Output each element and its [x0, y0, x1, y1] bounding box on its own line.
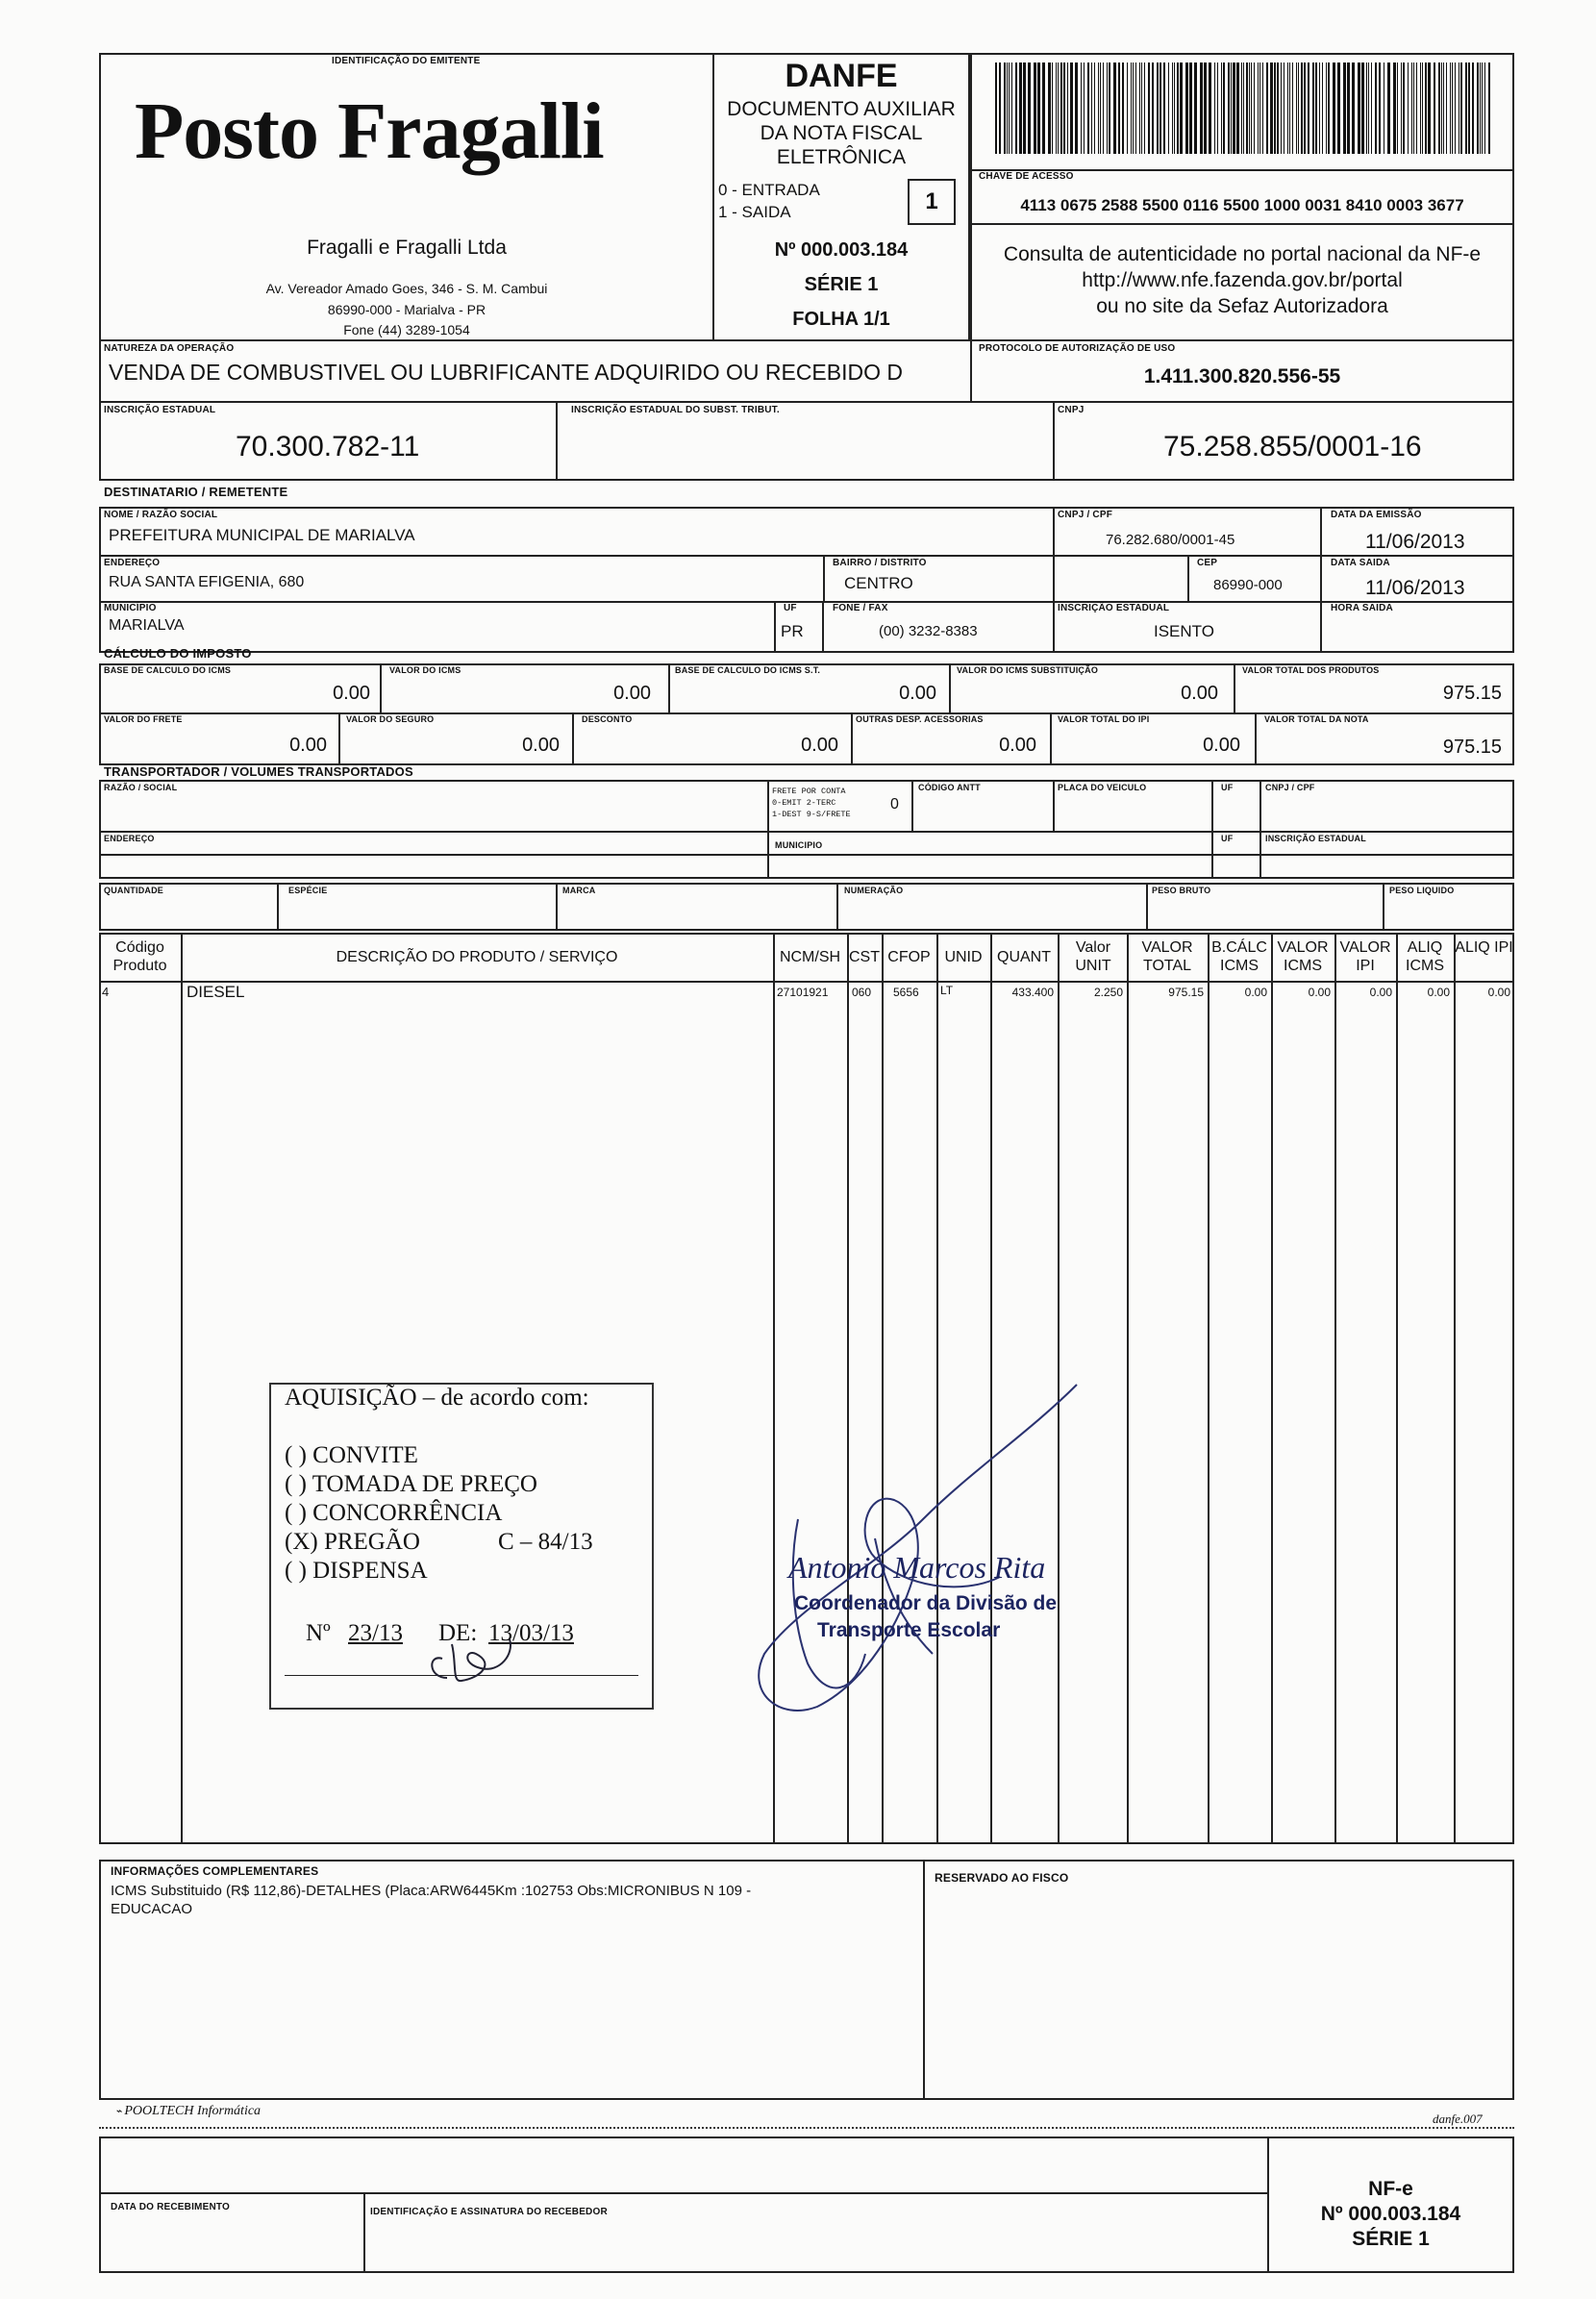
barcode-bar: [1042, 62, 1045, 154]
barcode-bar: [1274, 62, 1276, 154]
v-icms-value: 0.00: [613, 683, 651, 704]
barcode-bar: [1004, 62, 1006, 154]
danfe-saida: 1 - SAIDA: [718, 203, 791, 221]
v-prod-label: VALOR TOTAL DOS PRODUTOS: [1242, 665, 1380, 675]
barcode-bar: [1236, 62, 1239, 154]
cut-line: [99, 2127, 1514, 2129]
barcode-bar: [1174, 62, 1175, 154]
barcode-bar: [1422, 62, 1423, 154]
placa-label: PLACA DO VEICULO: [1058, 783, 1147, 792]
th-bc-icms: B.CÁLC ICMS: [1211, 939, 1267, 974]
prod-ncm: 27101921: [777, 986, 829, 999]
qtd-label: QUANTIDADE: [104, 886, 163, 895]
th-codigo: Código Produto: [112, 939, 167, 974]
th-valor-icms: VALOR ICMS: [1277, 939, 1329, 974]
barcode-bar: [1301, 62, 1303, 154]
barcode-bar: [1228, 62, 1230, 154]
barcode-bar: [1214, 62, 1215, 154]
table-column-divider: [1396, 933, 1398, 1844]
barcode-bar: [1393, 62, 1396, 154]
barcode-bar: [1484, 62, 1485, 154]
barcode-bar: [1289, 62, 1290, 154]
peso-bruto-label: PESO BRUTO: [1152, 886, 1211, 895]
barcode-bar: [1133, 62, 1134, 154]
barcode-bar: [1204, 62, 1207, 154]
prod-valor-total: 975.15: [1168, 986, 1204, 999]
prod-descricao: DIESEL: [187, 983, 245, 1001]
barcode-bar: [1465, 62, 1467, 154]
th-cst: CST: [849, 949, 880, 965]
barcode-bar: [1361, 62, 1364, 154]
transp-uf-label: UF: [1221, 783, 1234, 792]
danfe-subtitle-3: ELETRÔNICA: [776, 146, 907, 168]
barcode-bar: [1075, 62, 1078, 154]
barcode-bar: [1060, 62, 1062, 154]
danfe-subtitle-2: DA NOTA FISCAL: [760, 122, 923, 144]
barcode-bar: [1468, 62, 1470, 154]
barcode-bar: [1308, 62, 1309, 154]
barcode-bar: [1480, 62, 1481, 154]
dest-bairro-label: BAIRRO / DISTRITO: [833, 558, 927, 568]
danfe-title: DANFE: [785, 58, 898, 94]
barcode-bar: [1328, 62, 1330, 154]
barcode-bar: [1007, 62, 1008, 154]
barcode-bar: [1052, 62, 1053, 154]
stamp-convite: ( ) CONVITE: [285, 1442, 418, 1468]
chave-value: 4113 0675 2588 5500 0116 5500 1000 0031 8410 0003 3677: [1020, 196, 1464, 214]
barcode-bar: [1443, 62, 1444, 154]
barcode-bar: [1446, 62, 1447, 154]
barcode-bar: [1352, 62, 1355, 154]
barcode-bar: [1259, 62, 1260, 154]
form-code: danfe.007: [1433, 2112, 1483, 2126]
transp-cnpj-label: CNPJ / CPF: [1265, 783, 1315, 792]
barcode-bar: [1262, 62, 1263, 154]
ipi-value: 0.00: [1203, 735, 1240, 756]
barcode-bar: [1455, 62, 1456, 154]
barcode-bar: [1084, 62, 1085, 154]
barcode-bar: [1366, 62, 1367, 154]
barcode-bar: [1441, 62, 1442, 154]
barcode-bar: [1087, 62, 1089, 154]
signature-role-1: Coordenador da Divisão de: [794, 1592, 1058, 1614]
barcode-bar: [1397, 62, 1398, 154]
barcode-bar: [1011, 62, 1012, 154]
barcode-bar: [1304, 62, 1306, 154]
barcode-bar: [1337, 62, 1340, 154]
destinatario-section-label: DESTINATARIO / REMETENTE: [104, 485, 288, 499]
dest-uf-label: UF: [784, 603, 797, 613]
barcode-bar: [1379, 62, 1381, 154]
danfe-subtitle-1: DOCUMENTO AUXILIAR: [727, 98, 956, 120]
consulta-line-1: Consulta de autenticidade no portal nacional da NF-e: [1003, 243, 1482, 265]
barcode-bar: [1277, 62, 1279, 154]
barcode-bar: [1157, 62, 1159, 154]
dest-data-saida-label: DATA SAIDA: [1331, 558, 1390, 568]
barcode-bar: [1375, 62, 1377, 154]
barcode-bar: [1023, 62, 1026, 154]
seguro-label: VALOR DO SEGURO: [346, 714, 435, 724]
barcode-bar: [1194, 62, 1197, 154]
barcode-bar: [1358, 62, 1360, 154]
barcode-bar: [1322, 62, 1323, 154]
barcode-bar: [1296, 62, 1297, 154]
barcode-bar: [1233, 62, 1235, 154]
prod-valor-ipi: 0.00: [1369, 986, 1392, 999]
barcode-bar: [1368, 62, 1369, 154]
th-valor-unit: Valor UNIT: [1075, 939, 1111, 974]
dest-cep: 86990-000: [1213, 577, 1283, 593]
prod-valor-unit: 2.250: [1093, 986, 1123, 999]
ie-label: INSCRIÇÃO ESTADUAL: [104, 405, 216, 415]
dest-nome-label: NOME / RAZÃO SOCIAL: [104, 510, 218, 520]
consulta-url[interactable]: http://www.nfe.fazenda.gov.br/portal: [1082, 269, 1403, 291]
barcode-bar: [1251, 62, 1252, 154]
stamp-numero-label: Nº: [306, 1620, 331, 1646]
dest-data-emissao: 11/06/2013: [1365, 531, 1465, 553]
ipi-label: VALOR TOTAL DO IPI: [1058, 714, 1150, 724]
emitente-section-label: IDENTIFICAÇÃO DO EMITENTE: [332, 56, 481, 66]
prod-aliq-ipi: 0.00: [1487, 986, 1510, 999]
barcode-bar: [1472, 62, 1474, 154]
barcode-bar: [1070, 62, 1073, 154]
outras-label: OUTRAS DESP. ACESSORIAS: [856, 714, 984, 724]
barcode-bar: [1292, 62, 1293, 154]
transp-endereco-label: ENDEREÇO: [104, 834, 155, 843]
barcode-bar: [1122, 62, 1124, 154]
dest-endereco-label: ENDEREÇO: [104, 558, 161, 568]
barcode-bar: [1343, 62, 1346, 154]
signature-name: Antonio Marcos Rita: [788, 1550, 1046, 1585]
dest-cep-label: CEP: [1197, 558, 1218, 568]
stamp-pregao-code: C – 84/13: [498, 1529, 593, 1555]
barcode-bar: [1141, 62, 1142, 154]
barcode-bar: [1425, 62, 1427, 154]
barcode-bar: [1180, 62, 1183, 154]
prod-cst: 060: [852, 986, 872, 999]
desconto-label: DESCONTO: [582, 714, 633, 724]
barcode-bar: [1172, 62, 1173, 154]
barcode-bar: [1103, 62, 1104, 154]
especie-label: ESPÉCIE: [288, 886, 328, 895]
cnpj-value: 75.258.855/0001-16: [1163, 431, 1422, 462]
th-valor-ipi: VALOR IPI: [1339, 939, 1391, 974]
danfe-tipo: 1: [908, 179, 956, 225]
danfe-folha: FOLHA 1/1: [792, 309, 890, 330]
fisco-label: RESERVADO AO FISCO: [935, 1871, 1069, 1885]
dest-data-saida: 11/06/2013: [1365, 577, 1465, 599]
barcode-bar: [1185, 62, 1188, 154]
barcode-bar: [1163, 62, 1165, 154]
prod-unid: LT: [940, 984, 954, 997]
barcode-bar: [1135, 62, 1136, 154]
frete-value: 0.00: [289, 735, 327, 756]
stamp-de-value: 13/03/13: [488, 1620, 574, 1646]
barcode-bar: [1019, 62, 1022, 154]
transp-ie-label: INSCRIÇÃO ESTADUAL: [1265, 834, 1366, 843]
initials-scribble-icon: [423, 1625, 529, 1692]
info-label: INFORMAÇÕES COMPLEMENTARES: [111, 1864, 319, 1878]
barcode-bar: [1131, 62, 1132, 154]
barcode-bar: [1401, 62, 1402, 154]
v-icms-label: VALOR DO ICMS: [389, 665, 461, 675]
bc-icms-label: BASE DE CALCULO DO ICMS: [104, 665, 232, 675]
danfe-entrada: 0 - ENTRADA: [718, 181, 820, 199]
barcode-bar: [1139, 62, 1140, 154]
protocolo-value: 1.411.300.820.556-55: [1143, 365, 1341, 387]
natureza-value: VENDA DE COMBUSTIVEL OU LUBRIFICANTE ADQUIRIDO OU RECEBIDO D: [109, 360, 904, 385]
chave-label: CHAVE DE ACESSO: [979, 171, 1074, 182]
barcode-bar: [1028, 62, 1031, 154]
barcode-bar: [995, 62, 997, 154]
barcode-bar: [1241, 62, 1242, 154]
natureza-label: NATUREZA DA OPERAÇÃO: [104, 343, 235, 354]
barcode-bar: [1315, 62, 1317, 154]
barcode-bar: [1056, 62, 1057, 154]
stamp-dispensa: ( ) DISPENSA: [285, 1558, 428, 1584]
outras-value: 0.00: [999, 735, 1036, 756]
barcode-bar: [1100, 62, 1101, 154]
barcode-bar: [1127, 62, 1128, 154]
table-column-divider: [1454, 933, 1456, 1844]
v-nota-value: 975.15: [1442, 737, 1502, 758]
dest-ie: ISENTO: [1154, 622, 1214, 640]
barcode-bar: [1249, 62, 1250, 154]
barcode-bar: [1109, 62, 1110, 154]
stamp-tomada: ( ) TOMADA DE PREÇO: [285, 1471, 537, 1497]
transp-uf2-label: UF: [1221, 834, 1234, 843]
cnpj-label: CNPJ: [1058, 405, 1085, 415]
barcode-bar: [1413, 62, 1414, 154]
barcode-bar: [1371, 62, 1372, 154]
canhoto-nfe: NF-e: [1368, 2178, 1413, 2200]
barcode-bar: [1148, 62, 1150, 154]
signature-role-2: Transporte Escolar: [817, 1619, 1001, 1641]
barcode-bar: [1333, 62, 1335, 154]
barcode-bar: [1107, 62, 1108, 154]
table-column-divider: [181, 933, 183, 1844]
protocolo-label: PROTOCOLO DE AUTORIZAÇÃO DE USO: [979, 343, 1176, 354]
barcode-bar: [1152, 62, 1154, 154]
barcode-bar: [1177, 62, 1179, 154]
danfe-numero: Nº 000.003.184: [774, 239, 909, 261]
barcode-bar: [1477, 62, 1479, 154]
table-column-divider: [1208, 933, 1209, 1844]
barcode-bar: [1452, 62, 1453, 154]
bc-icms-value: 0.00: [333, 683, 370, 704]
emitente-endereco: Av. Vereador Amado Goes, 346 - S. M. Cambui: [265, 281, 548, 296]
consulta-line-3: ou no site da Sefaz Autorizadora: [1096, 295, 1388, 317]
table-column-divider: [1334, 933, 1336, 1844]
barcode-bar: [1326, 62, 1327, 154]
stamp-concorrencia: ( ) CONCORRÊNCIA: [285, 1500, 503, 1526]
desconto-value: 0.00: [801, 735, 838, 756]
barcode-bar: [1015, 62, 1017, 154]
barcode-bar: [1319, 62, 1320, 154]
barcode-bar: [1416, 62, 1417, 154]
frete-conta-label-2: 0-EMIT 2-TERC: [772, 798, 836, 808]
barcode-bar: [1246, 62, 1248, 154]
dest-nome: PREFEITURA MUNICIPAL DE MARIALVA: [109, 526, 415, 544]
barcode-bar: [1428, 62, 1431, 154]
table-column-divider: [1127, 933, 1129, 1844]
dest-fone-label: FONE / FAX: [833, 603, 888, 613]
canhoto-serie: SÉRIE 1: [1352, 2228, 1430, 2250]
peso-liquido-label: PESO LIQUIDO: [1389, 886, 1455, 895]
barcode-bar: [1058, 62, 1059, 154]
barcode-bar: [1488, 62, 1490, 154]
transp-razao-label: RAZÃO / SOCIAL: [104, 783, 178, 792]
barcode-icon: [995, 62, 1495, 154]
stamp-title: AQUISIÇÃO – de acordo com:: [285, 1385, 589, 1411]
dest-fone: (00) 3232-8383: [879, 623, 978, 639]
barcode-bar: [1063, 62, 1065, 154]
iest-label: INSCRIÇÃO ESTADUAL DO SUBST. TRIBUT.: [571, 405, 780, 415]
barcode-bar: [1113, 62, 1116, 154]
barcode-bar: [1189, 62, 1192, 154]
dest-cnpj-label: CNPJ / CPF: [1058, 510, 1113, 520]
th-quant: QUANT: [997, 949, 1051, 965]
barcode-bar: [1209, 62, 1211, 154]
barcode-bar: [1094, 62, 1095, 154]
barcode-bar: [1200, 62, 1203, 154]
barcode-bar: [1411, 62, 1412, 154]
prod-bc-icms: 0.00: [1244, 986, 1267, 999]
barcode-bar: [1312, 62, 1314, 154]
barcode-bar: [1221, 62, 1222, 154]
dest-uf: PR: [781, 622, 804, 640]
barcode-bar: [1270, 62, 1273, 154]
prod-cfop: 5656: [893, 986, 919, 999]
dest-ie-label: INSCRIÇÃO ESTADUAL: [1058, 603, 1170, 613]
frete-conta-value: 0: [890, 796, 899, 812]
barcode-bar: [1231, 62, 1232, 154]
barcode-bar: [1298, 62, 1299, 154]
stamp-de-label: DE:: [438, 1620, 478, 1646]
barcode-bar: [1091, 62, 1092, 154]
transp-municipio-label: MUNICIPIO: [775, 840, 823, 850]
th-aliq-icms: ALIQ ICMS: [1406, 939, 1444, 974]
barcode-bar: [1144, 62, 1145, 154]
danfe-serie: SÉRIE 1: [804, 274, 879, 295]
barcode-bar: [1434, 62, 1435, 154]
assinatura-label: IDENTIFICAÇÃO E ASSINATURA DO RECEBEDOR: [370, 2207, 608, 2217]
emitente-cep-cidade: 86990-000 - Marialva - PR: [327, 302, 486, 317]
barcode-bar: [1258, 62, 1259, 154]
barcode-bar: [1387, 62, 1390, 154]
software-credit: ⌁ POOLTECH Informática: [115, 2104, 262, 2118]
prod-valor-icms: 0.00: [1308, 986, 1331, 999]
info-text-2: EDUCACAO: [111, 1901, 193, 1917]
v-nota-label: VALOR TOTAL DA NOTA: [1264, 714, 1369, 724]
dest-municipio: MARIALVA: [109, 617, 185, 634]
barcode-bar: [1281, 62, 1282, 154]
barcode-bar: [1223, 62, 1225, 154]
frete-label: VALOR DO FRETE: [104, 714, 183, 724]
barcode-bar: [1048, 62, 1051, 154]
barcode-bar: [1168, 62, 1169, 154]
marca-label: MARCA: [562, 886, 596, 895]
dest-bairro: CENTRO: [844, 574, 913, 592]
th-descricao: DESCRIÇÃO DO PRODUTO / SERVIÇO: [336, 949, 618, 965]
info-text-1: ICMS Substituido (R$ 112,86)-DETALHES (Placa:ARW6445Km :102753 Obs:MICRONIBUS N 109 -: [111, 1883, 752, 1899]
barcode-bar: [1460, 62, 1462, 154]
barcode-bar: [1482, 62, 1483, 154]
barcode-bar: [1254, 62, 1255, 154]
emitente-logo: Posto Fragalli: [135, 87, 604, 176]
emitente-fone: Fone (44) 3289-1054: [343, 322, 470, 337]
canhoto-numero: Nº 000.003.184: [1320, 2203, 1461, 2225]
barcode-bar: [1408, 62, 1409, 154]
barcode-bar: [1067, 62, 1068, 154]
th-valor-total: VALOR TOTAL: [1141, 939, 1193, 974]
imposto-section-label: CÁLCULO DO IMPOSTO: [104, 646, 252, 661]
dest-endereco: RUA SANTA EFIGENIA, 680: [109, 574, 305, 590]
dest-municipio-label: MUNICÍPIO: [104, 603, 157, 613]
barcode-bar: [1098, 62, 1099, 154]
v-st-value: 0.00: [1181, 683, 1218, 704]
stamp-pregao: (X) PREGÃO: [285, 1529, 420, 1555]
prod-codigo: 4: [102, 985, 110, 999]
seguro-value: 0.00: [522, 735, 560, 756]
barcode-bar: [999, 62, 1001, 154]
th-cfop: CFOP: [887, 949, 931, 965]
prod-quant: 433.400: [1011, 986, 1054, 999]
transporte-section-label: TRANSPORTADOR / VOLUMES TRANSPORTADOS: [104, 764, 413, 779]
stamp-numero-value: 23/13: [348, 1620, 403, 1646]
table-column-divider: [1271, 933, 1273, 1844]
barcode-bar: [1009, 62, 1010, 154]
barcode-bar: [1081, 62, 1082, 154]
antt-label: CÓDIGO ANTT: [918, 783, 981, 792]
software-logo-icon: ⌁: [115, 2106, 125, 2117]
numeracao-label: NUMERAÇÃO: [844, 886, 904, 895]
barcode-bar: [1037, 62, 1040, 154]
barcode-bar: [1420, 62, 1421, 154]
ie-value: 70.300.782-11: [236, 431, 420, 462]
frete-conta-label-3: 1-DEST 9-S/FRETE: [772, 810, 851, 819]
bc-st-value: 0.00: [899, 683, 936, 704]
th-unid: UNID: [944, 949, 983, 965]
bc-st-label: BASE DE CALCULO DO ICMS S.T.: [675, 665, 821, 675]
barcode-bar: [1403, 62, 1405, 154]
v-prod-value: 975.15: [1442, 683, 1502, 704]
th-aliq-ipi: ALIQ IPI: [1455, 939, 1513, 956]
recebimento-label: DATA DO RECEBIMENTO: [111, 2202, 230, 2212]
barcode-bar: [1266, 62, 1268, 154]
barcode-bar: [1217, 62, 1218, 154]
dest-cnpj: 76.282.680/0001-45: [1106, 532, 1235, 548]
barcode-bar: [1034, 62, 1036, 154]
th-ncm: NCM/SH: [779, 949, 841, 965]
barcode-bar: [1450, 62, 1451, 154]
barcode-bar: [1347, 62, 1350, 154]
prod-aliq-icms: 0.00: [1427, 986, 1450, 999]
dest-data-emissao-label: DATA DA EMISSÃO: [1331, 510, 1422, 520]
barcode-bar: [1287, 62, 1288, 154]
barcode-bar: [1243, 62, 1244, 154]
dest-hora-saida-label: HORA SAIDA: [1331, 603, 1393, 613]
v-st-label: VALOR DO ICMS SUBSTITUIÇÃO: [957, 665, 1099, 675]
frete-conta-label-1: FRETE POR CONTA: [772, 787, 846, 796]
barcode-bar: [1118, 62, 1120, 154]
barcode-bar: [1438, 62, 1440, 154]
barcode-bar: [1160, 62, 1161, 154]
emitente-razao-social: Fragalli e Fragalli Ltda: [307, 237, 507, 259]
